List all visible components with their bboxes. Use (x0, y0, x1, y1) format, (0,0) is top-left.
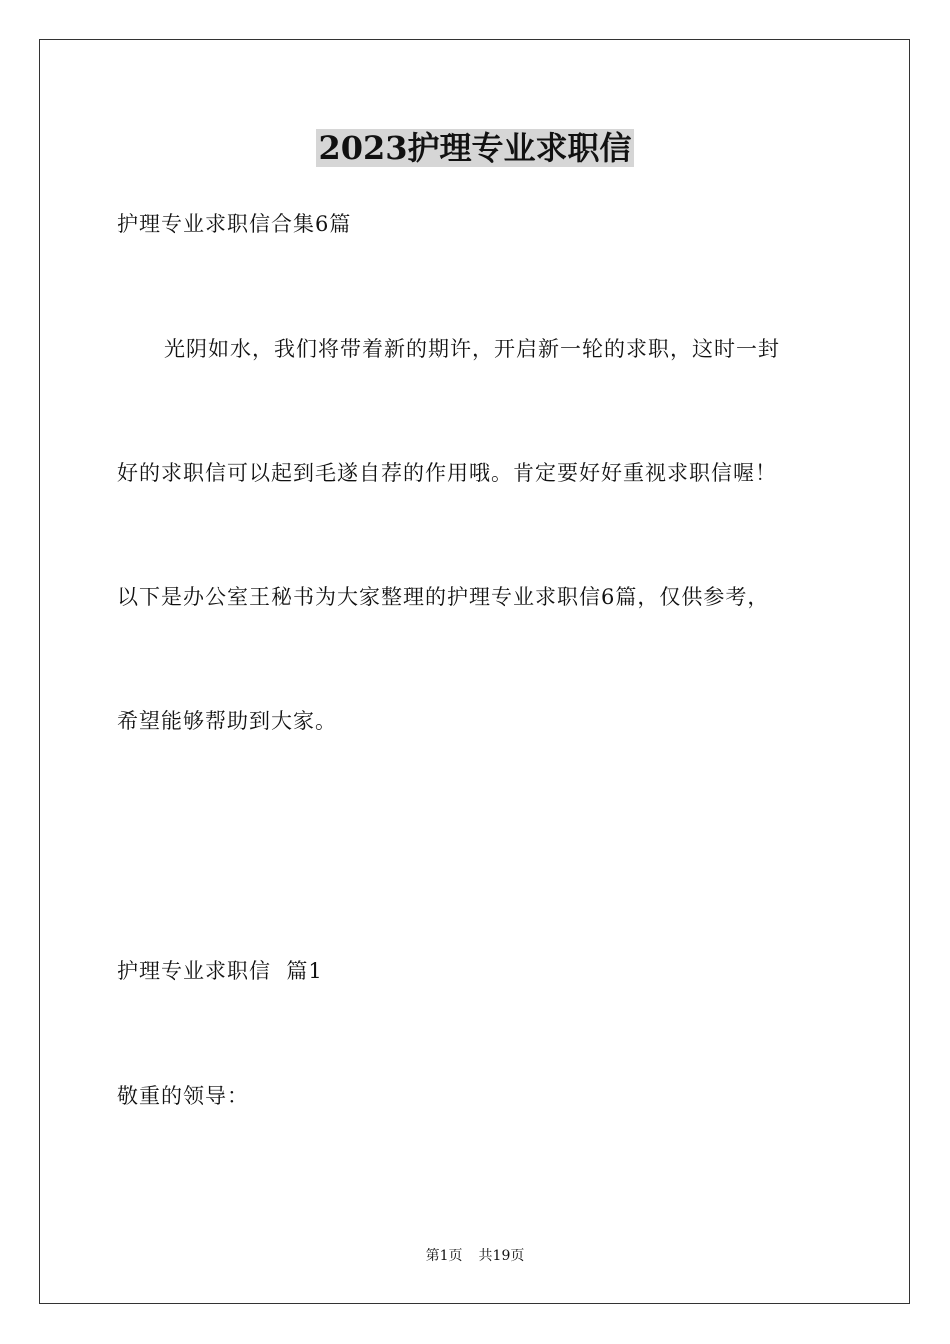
salutation: 敬重的领导： (117, 1084, 249, 1108)
page-total: 共19页 (478, 1248, 525, 1264)
paragraph-line-4: 希望能够帮助到大家。 (117, 709, 337, 733)
section-heading: 护理专业求职信 篇1 (117, 959, 323, 983)
page-number: 第1页 (425, 1248, 463, 1264)
paragraph-line-1: 光阴如水，我们将带着新的期许，开启新一轮的求职，这时一封 (164, 337, 780, 361)
document-subtitle: 护理专业求职信合集6篇 (117, 212, 352, 236)
paragraph-line-3: 以下是办公室王秘书为大家整理的护理专业求职信6篇，仅供参考， (117, 585, 770, 609)
document-title (0, 124, 950, 172)
page-footer (0, 1246, 950, 1266)
paragraph-line-2: 好的求职信可以起到毛遂自荐的作用哦。肯定要好好重视求职信喔！ (117, 461, 777, 485)
document-title-text: 2023护理专业求职信 (318, 129, 632, 167)
